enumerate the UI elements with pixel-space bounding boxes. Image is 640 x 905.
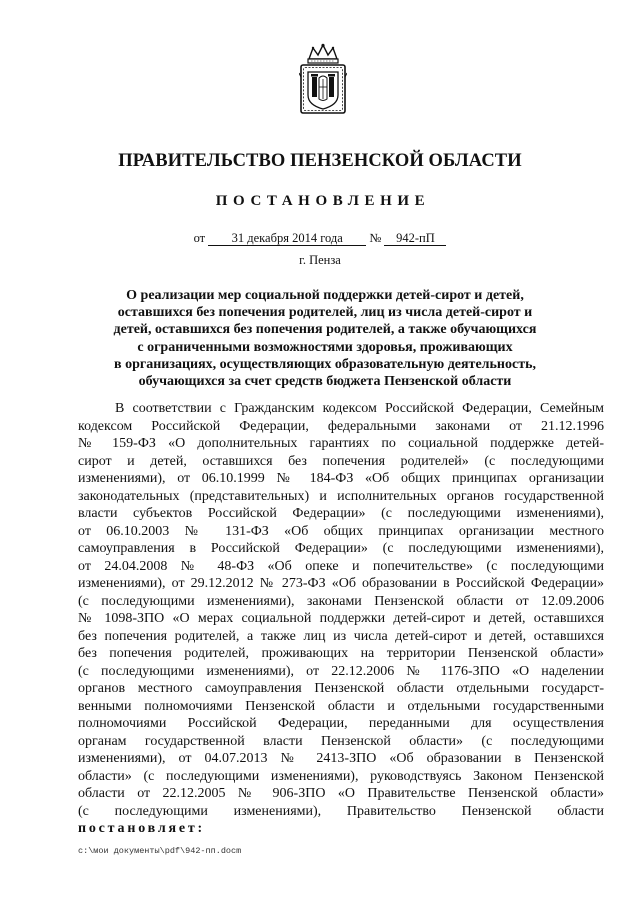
body-line: органам государственной власти Пензенской области» (с последующими xyxy=(78,733,604,749)
document-body xyxy=(78,400,604,838)
body-line: В соответствии с Гражданским кодексом Российской Федерации, Семейным xyxy=(115,401,604,416)
body-line: сирот и детей, оставшихся без попечения родителей» (с последующими xyxy=(78,453,604,469)
body-line: органов местного самоуправления Пензенской области отдельными государст- xyxy=(78,681,604,696)
body-line: от 06.10.2003 № 131-ФЗ «Об общих принципах организации местного xyxy=(78,523,604,539)
heading-line: с ограниченными возможностями здоровья, проживающих xyxy=(137,339,513,355)
body-line: изменениями), от 06.10.1999 № 184-ФЗ «Об общих принципах организации xyxy=(78,471,604,486)
body-line: самоуправления в Российской Федерации» (с последующими изменениями), xyxy=(78,541,604,556)
document-date: 31 декабря 2014 года xyxy=(208,231,366,246)
body-line: кодексом Российской Федерации, федеральными законами от 21.12.1996 xyxy=(78,418,604,434)
body-line: венными полномочиями Пензенской области и отдельными государственными xyxy=(78,698,604,714)
body-line: № 159-ФЗ «О дополнительных гарантиях по социальной поддержке детей- xyxy=(78,436,604,451)
body-line: законодательных (представительных) и исполнительных органов государственной xyxy=(78,488,604,504)
heading-line: в организациях, осуществляющих образовательную деятельность, xyxy=(114,356,536,372)
body-line: полномочиями Российской Федерации, переданными для осуществления xyxy=(78,716,604,731)
date-number-line xyxy=(0,231,640,246)
heading-line: О реализации мер социальной поддержки детей-сирот и детей, xyxy=(126,288,524,303)
body-line: от 24.04.2008 № 48-ФЗ «Об опеке и попечительстве» (с последующими xyxy=(78,558,604,574)
document-type-title: ПОСТАНОВЛЕНИЕ xyxy=(215,193,431,209)
footer-file-path: c:\мои документы\pdf\942-пп.docm xyxy=(78,846,242,856)
body-line: области от 22.12.2005 № 906-ЗПО «О Правительстве Пензенской области» xyxy=(78,786,604,801)
body-line: (с последующими изменениями), Правительство Пензенской области xyxy=(78,803,604,819)
government-title: ПРАВИТЕЛЬСТВО ПЕНЗЕНСКОЙ ОБЛАСТИ xyxy=(118,151,522,171)
date-prefix: от xyxy=(193,231,206,245)
body-line: без попечения родителей, а также лиц из числа детей-сирот и детей, оставшихся xyxy=(78,628,604,644)
penza-oblast-coat-of-arms-icon xyxy=(299,43,347,115)
body-line: (с последующими изменениями), законами Пензенской области от 12.09.2006 xyxy=(78,593,604,609)
body-line: власти субъектов Российской Федерации» (с последующими изменениями), xyxy=(78,506,604,521)
body-line: № 1098-ЗПО «О мерах социальной поддержки детей-сирот и детей, оставшихся xyxy=(78,611,604,626)
body-line: изменениями), от 29.12.2012 № 273-ФЗ «Об образовании в Российской Федерации» xyxy=(78,576,604,591)
document-heading xyxy=(60,287,590,390)
document-city: г. Пенза xyxy=(299,253,341,267)
body-line: без попечения родителей, проживающих на территории Пензенской области» xyxy=(78,646,604,661)
heading-line: обучающихся за счет средств бюджета Пензенской области xyxy=(138,374,512,390)
body-line: изменениями), от 04.07.2013 № 2413-ЗПО «Об образовании в Пензенской xyxy=(78,751,604,766)
heading-line: детей, оставшихся без попечения родителей, а также обучающихся xyxy=(113,322,537,338)
number-prefix: № xyxy=(369,231,382,245)
resolve-word: постановляет: xyxy=(78,821,206,836)
body-line: области» (с последующими изменениями), руководствуясь Законом Пензенской xyxy=(78,768,604,784)
heading-line: оставшихся без попечения родителей, лиц из числа детей-сирот и xyxy=(117,305,533,321)
document-number: 942-пП xyxy=(384,231,446,246)
body-line: (с последующими изменениями), от 22.12.2006 № 1176-ЗПО «О наделении xyxy=(78,663,604,679)
